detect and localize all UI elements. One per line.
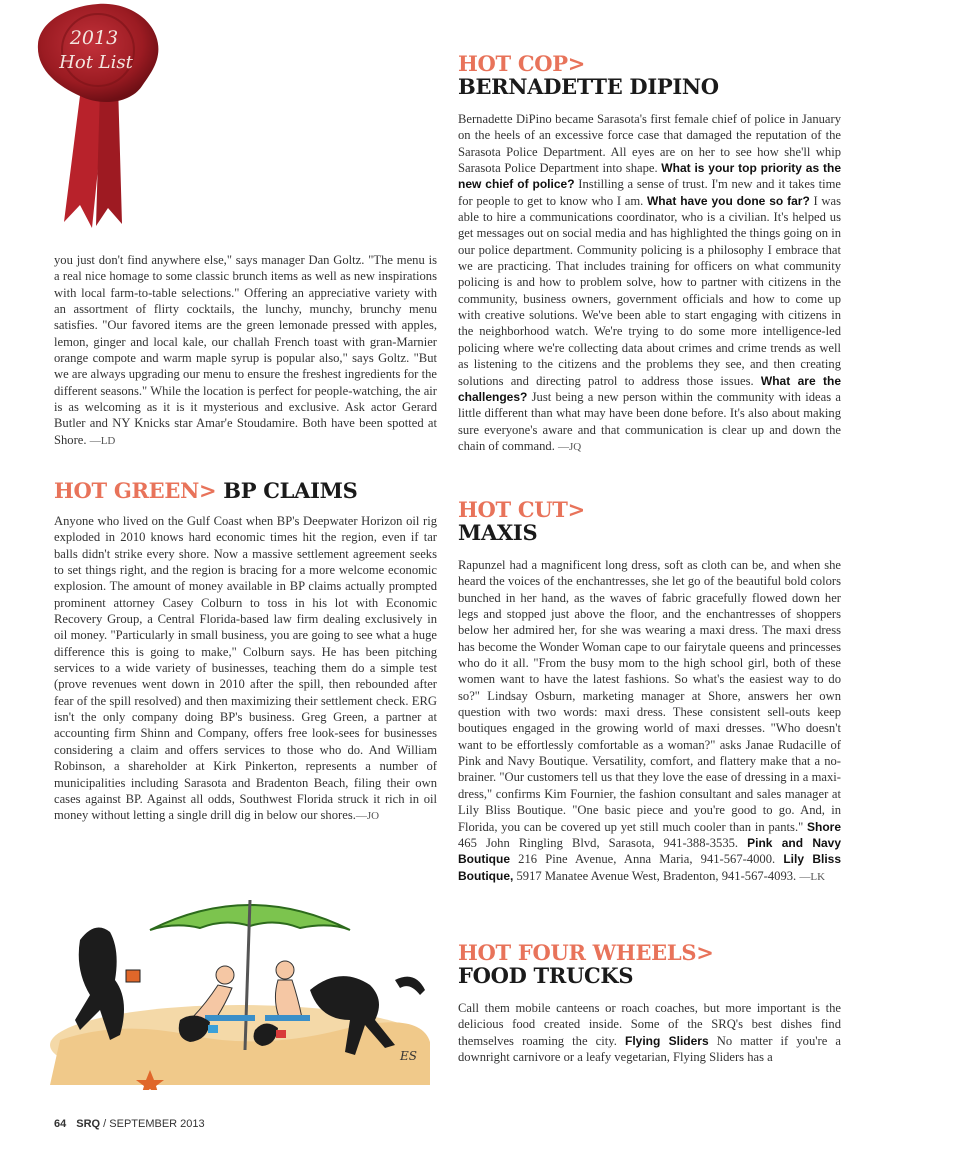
- food-trucks-title: FOOD TRUCKS: [458, 963, 634, 988]
- shore-article-continued: [54, 252, 437, 449]
- cop-question-1: What is your top priority as the new chief of police?: [458, 161, 841, 192]
- bp-claims-signature: —JO: [355, 810, 380, 823]
- cop-answer-2: I was able to hire a communications coordinator, who is a civilian. It's helped us get messages out on social media and has highlighted the things going on in our police department. Community policing is a philosophy I embrace that we are practicing. That includes training for officers on what community policing is and how to problem solve, how to partner with citizens in the community, business owners, government officials and how to come up with creative solutions. We've been able to start engaging with citizens in the neighborhood watch. We're trying to do some more intelligence-led policing where we're collecting data about crimes and crime trends as well as listening to the citizens and the problems they see, and then creating solutions and directing patrol to address those issues.: [458, 193, 841, 388]
- cut-signature: —LK: [799, 870, 826, 883]
- hot-wheels-section: [458, 942, 841, 1065]
- hot-cop-body: [458, 111, 841, 455]
- cut-text: Rapunzel had a magnificent long dress, soft as cloth can be, and when she heard the voices of the enchantresses, she let go of the beautiful bold colors bunched in her hand, as the waves of fabric gracefully flowed down her legs and stopped just above the floor, and the enchantresses of shoppers below her admired her, for she was wearing a maxi dress. The maxi dress has become the Wonder Woman cape to our fairytale queens and princesses who do it all. "From the busy mom to the high school girl, both of these women want to have the latest fashions. So what's the easiest way to do so?" Lindsay Osburn, marketing manager at Shore, answers her own question with two words: maxi dress. These consistent sell-outs keep boutiques engaged in the growing world of maxi dresses. "Who doesn't want to be effortlessly comfortable as a woman?" asks Janae Rudacille of Pink and Navy Boutique. Versatility, comfort, and flattery make that a no-brainer. "Our customers tell us that they love the ease of dressing in a maxi-dress," confirms Kim Fournier, the fashion consultant and sales manager at Lily Bliss Boutique. "One basic piece and you're good to go. And, in Florida, you can be covered up yet still much cooler than in pants.": [458, 558, 841, 834]
- bp-claims-title: BP CLAIMS: [223, 478, 358, 503]
- shop-shore: Shore: [806, 819, 841, 834]
- hot-green-section: [54, 478, 437, 825]
- hot-green-label: HOT GREEN>: [54, 478, 217, 503]
- cop-signature: —JQ: [558, 440, 582, 453]
- shop-lily-bliss-address: 5917 Manatee Avenue West, Bradenton, 941-567-4093.: [516, 868, 797, 883]
- bp-claims-text: Anyone who lived on the Gulf Coast when BP's Deepwater Horizon oil rig exploded in 2010 knows hard economic times hit the region, even if tar balls didn't strike every shore. Now a massive settlement agreement seeks to set things right, and the region is bracing for a more welcome economic explosion. The amount of money available in BP claims actually prompted prominent attorney Casey Colburn to toss in his lot with Economic Recovery Group, a Central Florida-based law firm dealing exclusively in oil money. "Particularly in small business, you are going to see what a huge difference this is going to make," Colburn says. He has been pitching services to a wide variety of businesses, teaching them do a simple test (prove revenues went down in 2010 after the spill, then rebounded after fear of the spill resolved) and then maximizing their settlement check. ERG isn't the only company doing BP's business. Greg Green, a partner at accounting firm Shinn and Company, offers free look-sees for businesses considering a claim and offers services to those who do. And William Robinson, a shareholder at Kirk Pinkerton, represents a number of municipalities including Sarasota and Bradenton Beach, filing their own cases against BP. Against all odds, Southwest Florida struck it rich in oil money without letting a single drill dig in below our shores.: [54, 514, 437, 823]
- hot-green-heading: [54, 478, 437, 503]
- bernadette-dipino-title: BERNADETTE DIPINO: [458, 74, 719, 99]
- ribbon-right: [96, 84, 122, 226]
- hot-cut-body: [458, 557, 841, 885]
- issue-date: / SEPTEMBER 2013: [103, 1118, 205, 1130]
- hot-cop-section: [458, 53, 841, 455]
- cop-intro: Bernadette DiPino became Sarasota's first female chief of police in January on the heels of an excessive force case that damaged the reputation of the Sarasota Police Department. All eyes are on her to see how she'll whip Sarasota Police Department into shape.: [458, 112, 841, 176]
- wheels-text-2: No matter if you're a downright carnivore or a leafy vegetarian, Flying Sliders has a: [458, 1033, 842, 1065]
- truck-flying-sliders: Flying Sliders: [625, 1033, 709, 1048]
- shop-pink-navy-address: 216 Pine Avenue, Anna Maria, 941-567-4000.: [518, 852, 776, 867]
- maxis-title: MAXIS: [458, 520, 538, 545]
- magazine-name: SRQ: [76, 1118, 101, 1130]
- cop-question-2: What have you done so far?: [646, 193, 810, 208]
- shore-text: you just don't find anywhere else," says manager Dan Goltz. "The menu is a real nice homage to some classic brunch items as well as new inspirations with local farm-to-table selections." Offering an appreciative variety with an assortment of flirty cocktails, the lunchy, munchy, brunchy menu satisfies. "Our favored items are the green lemonade pressed with apples, lemon, ginger and local kale, our challah French toast with gran-Marnier orange compote and warm maple syrup is popular also," says Goltz. "But we are always upgrading our menu to ensure the freshest ingredients for the different seasons." While the location is perfect for people-watching, the air is as welcoming as it is it mysterious and exclusive. Ask actor Gerard Butler and NY Knicks star Amar'e Stoudamire. Both have been spotted at Shore.: [54, 253, 437, 447]
- hot-four-wheels-label: HOT FOUR WHEELS>: [458, 940, 714, 965]
- bp-claims-body: [54, 513, 437, 825]
- hot-cut-section: [458, 499, 841, 885]
- cop-answer-3: Just being a new person within the community with ideas a little different than what may have been done before. It's also about making sure everyone's aware and that communication is clear up and down the chain of command.: [458, 389, 841, 453]
- shop-pink-navy: Pink and Navy Boutique: [458, 835, 842, 867]
- cop-question-3: What are the challenges?: [458, 373, 842, 404]
- seal-label: Hot List: [59, 52, 133, 73]
- artist-signature: ES: [400, 1049, 417, 1063]
- hot-cut-label: HOT CUT>: [458, 497, 585, 522]
- shop-lily-bliss: Lily Bliss Boutique,: [458, 852, 842, 883]
- hot-cop-label: HOT COP>: [458, 51, 586, 76]
- page-footer: [54, 1118, 205, 1130]
- page-number: 64: [54, 1118, 67, 1130]
- seal-year: 2013: [69, 27, 119, 49]
- left-column: [54, 252, 437, 449]
- beach-illustration: [40, 870, 440, 1090]
- hot-list-seal: [30, 0, 170, 230]
- shore-signature: —LD: [89, 434, 116, 447]
- wheels-text-1: Call them mobile canteens or roach coaches, but more important is the delicious food created inside. Some of the SRQ's best dishes find themselves roaming the city.: [458, 1001, 841, 1048]
- hot-wheels-body: [458, 1000, 841, 1065]
- cop-answer-1: Instilling a sense of trust. I'm new and it takes time for people to get to know who I am.: [458, 177, 841, 208]
- shop-shore-address: 465 John Ringling Blvd, Sarasota, 941-388-3535.: [458, 835, 739, 850]
